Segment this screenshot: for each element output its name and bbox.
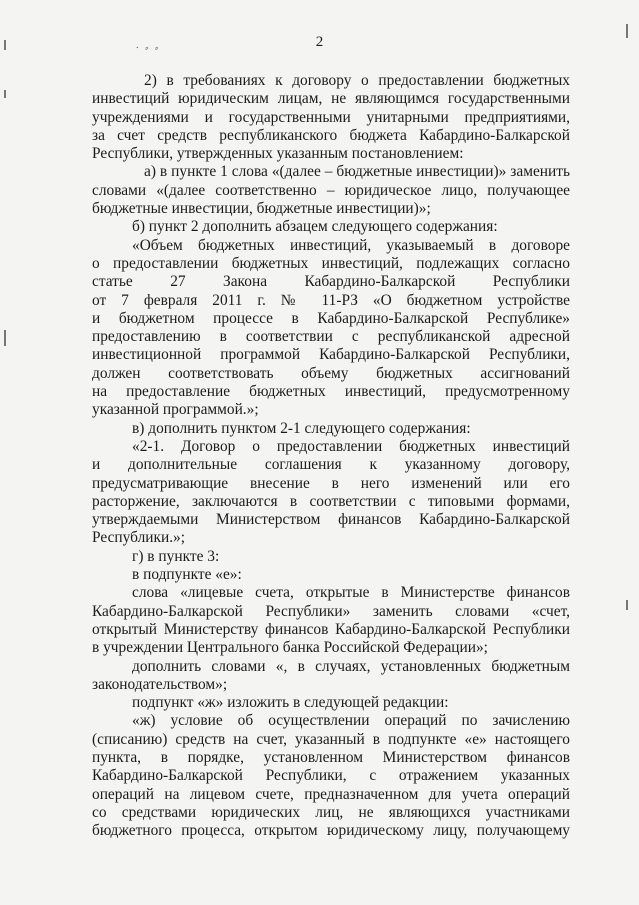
text-line: пункта, в порядке, установленном Министерством финансов	[92, 748, 570, 766]
text-line: утверждаемыми Министерством финансов Кабардино-Балкарской	[92, 511, 570, 529]
text-line: открытый Министерству финансов Кабардино-Балкарской Республики	[92, 620, 570, 638]
text-line: а) в пункте 1 слова «(далее – бюджетные инвестиции)» заменить	[144, 163, 570, 181]
text-line: за счет средств республиканского бюджета Кабардино-Балкарской	[92, 126, 570, 144]
text-line: подпункт «ж» изложить в следующей редакции:	[132, 694, 449, 712]
document-body	[92, 72, 570, 840]
text-line: и бюджетном процессе в Кабардино-Балкарской Республике»	[92, 309, 570, 327]
text-line: указанной программой.»;	[92, 401, 259, 419]
text-line: и дополнительные соглашения к указанному договору,	[92, 456, 570, 474]
text-line: на предоставление бюджетных инвестиций, предусмотренному	[92, 383, 570, 401]
text-line: инвестиций юридическим лицам, не являющимся государственными	[92, 90, 570, 108]
text-line: в) дополнить пунктом 2-1 следующего содержания:	[132, 419, 471, 437]
text-line: операций на лицевом счете, предназначенном для учета операций	[92, 785, 570, 803]
text-line: инвестиционной программой Кабардино-Балкарской Республики,	[92, 346, 570, 364]
text-line: (списанию) средств на счет, указанный в подпункте «е» настоящего	[92, 730, 570, 748]
text-line: статье 27 Закона Кабардино-Балкарской Республики	[92, 273, 570, 291]
text-line: 2) в требованиях к договору о предоставлении бюджетных	[144, 72, 570, 89]
text-line: дополнить словами «, в случаях, установленных бюджетным	[132, 657, 570, 675]
text-line: «2-1. Договор о предоставлении бюджетных инвестиций	[132, 437, 570, 455]
text-line: предусматривающие внесение в него изменений или его	[92, 474, 570, 492]
text-line: Республики.»;	[92, 529, 186, 547]
text-line: Кабардино-Балкарской Республики» заменить словами «счет,	[92, 602, 570, 620]
text-line: со средствами юридических лиц, не являющихся участниками	[92, 803, 570, 821]
text-line: «ж) условие об осуществлении операций по зачислению	[132, 712, 570, 730]
text-line: б) пункт 2 дополнить абзацем следующего содержания:	[132, 218, 498, 236]
margin-mark	[4, 90, 6, 98]
text-line: бюджетные инвестиции, бюджетные инвестиции)»;	[92, 200, 431, 218]
text-line: бюджетного процесса, открытом юридическому лицу, получающему	[92, 822, 570, 840]
text-line: в подпункте «е»:	[132, 566, 242, 584]
text-line: в учреждении Центрального банка Российской Федерации»;	[92, 639, 488, 657]
text-line: расторжение, заключаются в соответствии с типовыми формами,	[92, 492, 570, 510]
text-line: законодательством»;	[92, 675, 228, 693]
text-line: предоставлению в соответствии с республиканской адресной	[92, 328, 570, 346]
text-line: Республики, утвержденных указанным постановлением:	[92, 145, 464, 163]
page-number: 2	[315, 34, 324, 50]
text-line: г) в пункте 3:	[132, 547, 220, 565]
text-line: «Объем бюджетных инвестиций, указываемый в договоре	[132, 236, 570, 254]
text-line: словами «(далее соответственно – юридическое лицо, получающее	[92, 181, 570, 199]
text-line: о предоставлении бюджетных инвестиций, подлежащих согласно	[92, 254, 570, 272]
scan-artifact-mark: ⸱ ⸗ ⸗	[136, 43, 161, 54]
text-line: от 7 февраля 2011 г. № 11-РЗ «О бюджетном устройстве	[92, 291, 570, 309]
text-line: должен соответствовать объему бюджетных ассигнований	[92, 364, 570, 382]
margin-mark	[4, 330, 6, 346]
text-line: слова «лицевые счета, открытые в Министерстве финансов	[132, 584, 570, 602]
text-line: учреждениями и государственными унитарными предприятиями,	[92, 108, 570, 126]
margin-mark	[626, 600, 628, 610]
text-line: Кабардино-Балкарской Республики, с отражением указанных	[92, 767, 570, 785]
